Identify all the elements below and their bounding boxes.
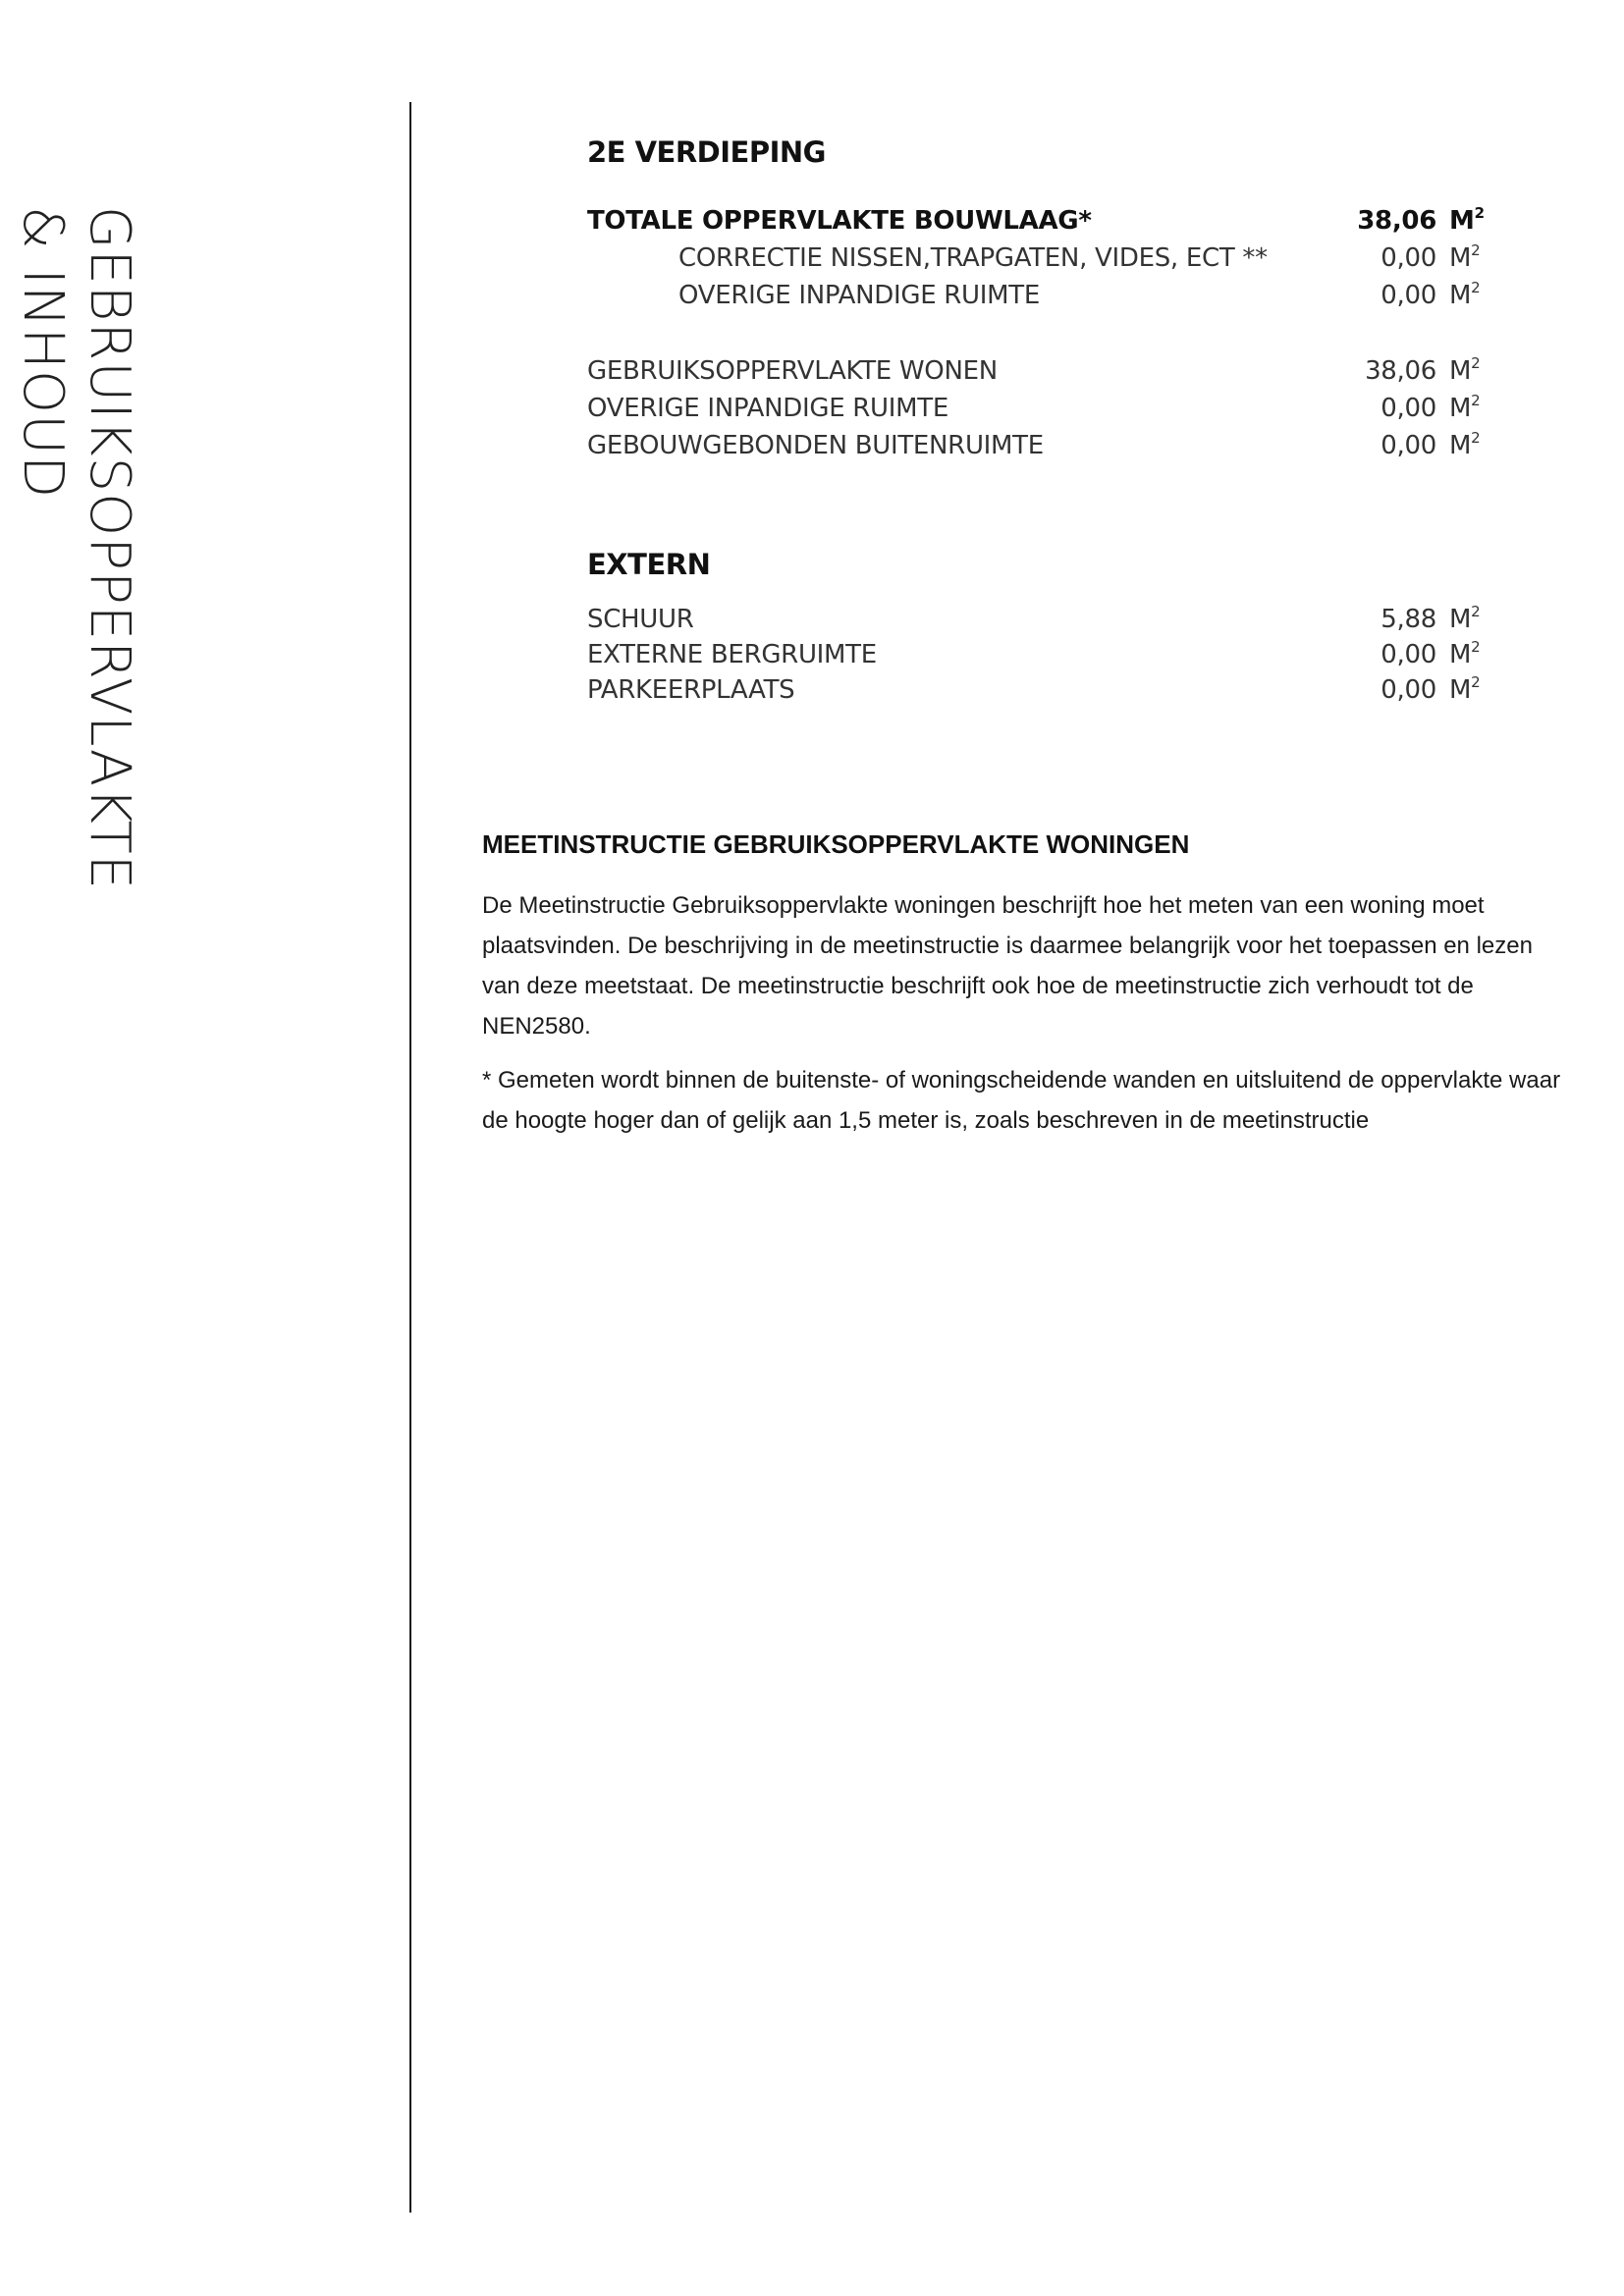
row-label: EXTERNE BERGRUIMTE [587,640,877,669]
row-label: GEBRUIKSOPPERVLAKTE WONEN [587,356,998,386]
row-unit: $M^2$ [1449,673,1481,705]
side-title [9,206,142,890]
row-label: CORRECTIE NISSEN,TRAPGATEN, VIDES, ECT ** [678,243,1268,273]
row-value: 38,06 [1365,356,1436,386]
row-label: OVERIGE INPANDIGE RUIMTE [587,394,948,423]
row-value: 0,00 [1380,281,1436,310]
row-value: 5,88 [1380,605,1436,634]
measure-row-total [587,206,1490,241]
row-unit: $M^2$ [1449,241,1481,273]
measure-row-storage [587,640,1490,675]
row-value: 0,00 [1380,431,1436,460]
measure-row-shed [587,605,1490,640]
row-label: GEBOUWGEBONDEN BUITENRUIMTE [587,431,1044,460]
row-label: TOTALE OPPERVLAKTE BOUWLAAG* [587,206,1092,236]
measure-row-living-area [587,356,1490,392]
row-unit: $M^2$ [1449,392,1481,423]
instruction-heading: MEETINSTRUCTIE GEBRUIKSOPPERVLAKTE WONINGEN [482,829,1190,859]
row-unit: $M^2$ [1449,603,1481,634]
floor-heading: 2E VERDIEPING [587,135,826,169]
row-unit: $M^2$ [1449,204,1485,236]
row-value: 0,00 [1380,394,1436,423]
extern-heading: EXTERN [587,548,711,581]
measure-row-other-indoor-2 [587,394,1490,429]
row-value: 0,00 [1380,675,1436,705]
measure-row-correction [587,243,1490,279]
row-unit: $M^2$ [1449,279,1481,310]
row-unit: $M^2$ [1449,354,1481,386]
instruction-footnote: * Gemeten wordt binnen de buitenste- of woningscheidende wanden en uitsluitend de oppervlakte waar de hoogte hoger dan of gelijk aan 1,5 meter is, zoals beschreven in de meetinstructie [482,1067,1561,1134]
row-unit: $M^2$ [1449,429,1481,460]
side-title-line-2: & INHOUD [11,206,75,500]
vertical-divider [409,102,411,2213]
instruction-paragraph: De Meetinstructie Gebruiksoppervlakte woningen beschrijft hoe het meten van een woning moet plaatsvinden. De beschrijving in de meetinstructie is daarmee belangrijk voor het toepassen en lezen van deze meetstaat. De meetinstructie beschrijft ook hoe de meetinstructie zich verhoudt tot de NEN2580. [482,892,1533,1040]
side-title-line-1: GEBRUIKSOPPERVLAKTE [78,206,141,891]
measure-row-other-indoor [587,281,1490,316]
row-value: 0,00 [1380,640,1436,669]
row-value: 38,06 [1357,206,1436,236]
measure-row-parking [587,675,1490,711]
row-unit: $M^2$ [1449,638,1481,669]
row-label: PARKEERPLAATS [587,675,795,705]
measure-row-outdoor [587,431,1490,466]
row-label: SCHUUR [587,605,694,634]
measurement-instruction [482,829,1562,1154]
row-value: 0,00 [1380,243,1436,273]
row-label: OVERIGE INPANDIGE RUIMTE [678,281,1040,310]
